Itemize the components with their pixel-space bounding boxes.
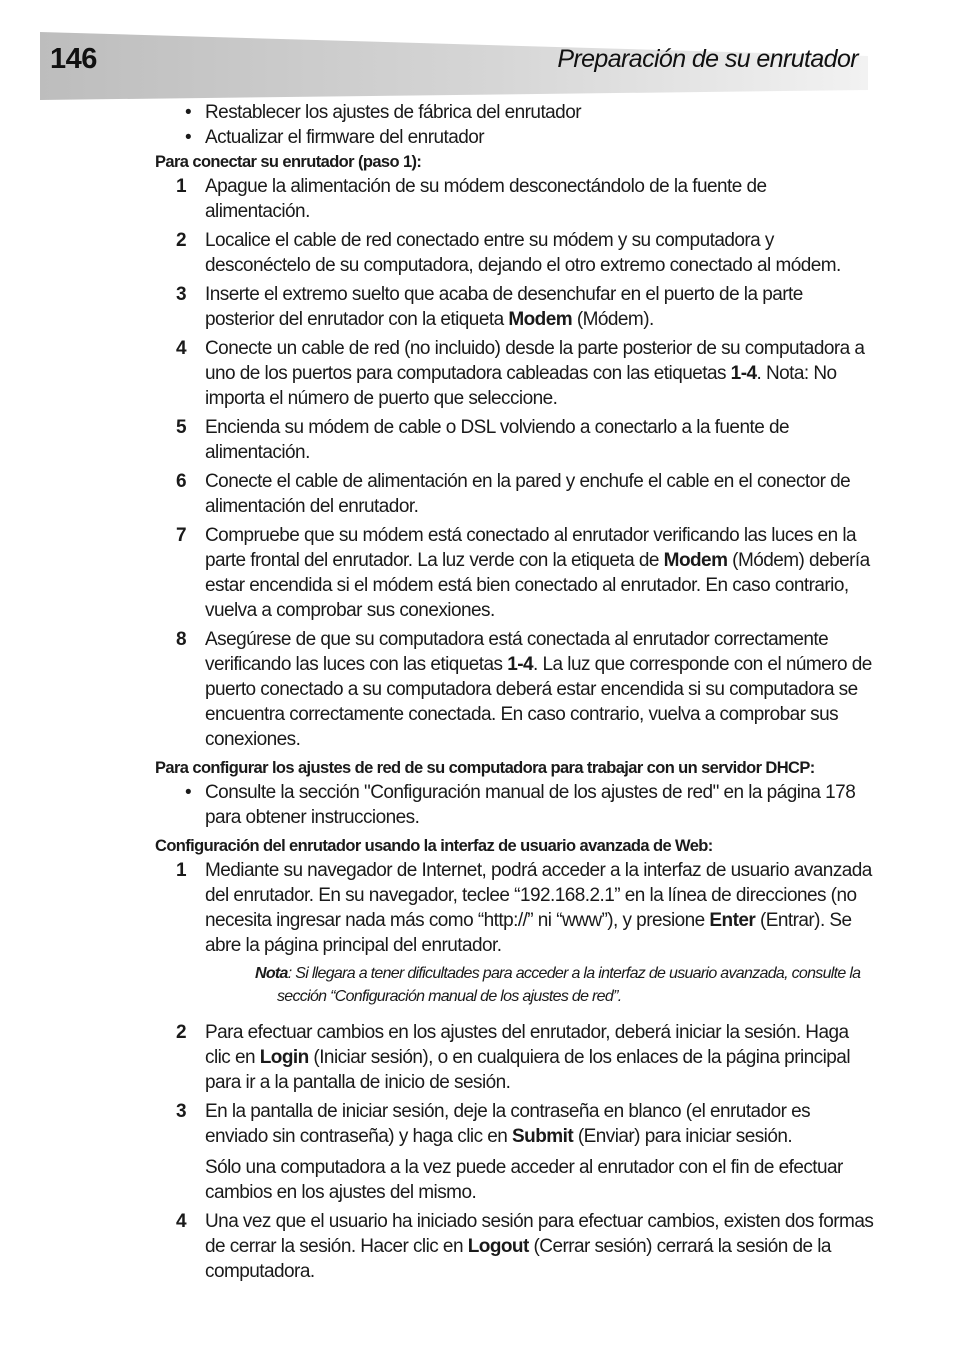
step-4 [155, 336, 875, 411]
section-heading: Configuración del enrutador usando la interfaz de usuario avanzada de Web: [155, 837, 713, 855]
step-text: Localice el cable de red conectado entre su módem y su computadora y desconéctelo de su computadora, dejando el otro extremo conectado al módem. [205, 230, 841, 276]
step-number: 4 [176, 1211, 187, 1232]
step-number: 1 [176, 860, 187, 881]
section-heading: Para configurar los ajustes de red de su computadora para trabajar con un servidor DHCP: [155, 759, 815, 777]
step-6 [155, 469, 875, 519]
step-text: (Módem) debería estar encendida si el módem está bien conectado al enrutador. En caso contrario, vuelva a comprobar sus conexiones. [205, 550, 870, 621]
step-number: 6 [176, 471, 187, 492]
step-text: Compruebe que su módem está conectado al enrutador verificando las luces en la parte frontal del enrutador. La luz verde con la etiqueta de [205, 525, 857, 571]
step-1 [155, 174, 875, 224]
step-number: 7 [176, 525, 187, 546]
step-3 [155, 282, 875, 332]
step-text: En la pantalla de iniciar sesión, deje la contraseña en blanco (el enrutador es enviado sin contraseña) y haga clic en [205, 1101, 811, 1147]
step-1 [155, 858, 875, 958]
list-item-text: Actualizar el firmware del enrutador [205, 127, 485, 148]
step-number: 8 [176, 629, 187, 650]
step-text: Conecte un cable de red (no incluido) desde la parte posterior de su computadora a uno de los puertos para computadora cableadas con las etiquetas [205, 338, 865, 384]
step-label-bold: Logout [467, 1236, 529, 1257]
step-text: . La luz que corresponde con el número de puerto conectado a su computadora deberá estar encendida si su computadora se encuentra correctamente conectada. En caso contrario, vuelva a comprobar sus conexiones. [205, 654, 872, 750]
step-number: 1 [176, 176, 187, 197]
step-number: 3 [176, 284, 187, 305]
step-7 [155, 523, 875, 623]
step-text: (Iniciar sesión), o en cualquiera de los enlaces de la página principal para ir a la pantalla de inicio de sesión. [205, 1047, 850, 1093]
step-2 [155, 228, 875, 278]
step-text: Mediante su navegador de Internet, podrá acceder a la interfaz de usuario avanzada del enrutador. En su navegador, teclee “192.168.2.1” en la línea de direcciones (no necesita ingresar nada más como “http://” ni “www”), y presione [205, 860, 872, 931]
step-text: (Entrar). Se abre la página principal del enrutador. [205, 910, 852, 956]
document-body [155, 100, 875, 1288]
step-text: Apague la alimentación de su módem desconectándolo de la fuente de alimentación. [205, 176, 767, 222]
section-heading: Para conectar su enrutador (paso 1): [155, 153, 422, 171]
step-text: (Módem). [572, 309, 654, 330]
step-text: (Enviar) para iniciar sesión. [573, 1126, 793, 1147]
page-title: Preparación de su enrutador [557, 45, 858, 73]
paragraph: Sólo una computadora a la vez puede acceder al enrutador con el fin de efectuar cambios en los ajustes del mismo. [205, 1157, 843, 1203]
step-number: 2 [176, 230, 187, 251]
step-text: Asegúrese de que su computadora está conectada al enrutador correctamente verificando las luces con las etiquetas [205, 629, 829, 675]
step-label-bold: 1-4 [730, 363, 757, 384]
step-label-bold: Login [259, 1047, 309, 1068]
step-number: 2 [176, 1022, 187, 1043]
list-item-text: Restablecer los ajustes de fábrica del enrutador [205, 102, 581, 123]
list-item: • Consulte la sección "Configuración manual de los ajustes de red" en la página 178 para obtener instrucciones. [185, 782, 856, 828]
step-2 [155, 1020, 875, 1095]
step-text: Conecte el cable de alimentación en la pared y enchufe el cable en el conector de alimentación del enrutador. [205, 471, 851, 517]
step-label-bold: 1-4 [507, 654, 534, 675]
step-label-bold: Modem [663, 550, 728, 571]
list-item: • Restablecer los ajustes de fábrica del enrutador [185, 102, 581, 123]
step-number: 3 [176, 1101, 187, 1122]
step-number: 4 [176, 338, 187, 359]
step-list [155, 174, 875, 752]
step-number: 5 [176, 417, 187, 438]
step-5 [155, 415, 875, 465]
step-8 [155, 627, 875, 752]
list-item: • Actualizar el firmware del enrutador [185, 127, 485, 148]
note [205, 962, 875, 1008]
page-number: 146 [50, 43, 97, 75]
step-text: Encienda su módem de cable o DSL volviendo a conectarlo a la fuente de alimentación. [205, 417, 789, 463]
step-label-bold: Enter [709, 910, 756, 931]
step-text: . Nota: No importa el número de puerto que seleccione. [205, 363, 837, 409]
step-3 [155, 1099, 875, 1149]
step-text: Inserte el extremo suelto que acaba de desenchufar en el puerto de la parte posterior del enrutador con la etiqueta [205, 284, 803, 330]
step-text: (Cerrar sesión) cerrará la sesión de la computadora. [205, 1236, 831, 1282]
step-4 [155, 1209, 875, 1284]
step-text: Una vez que el usuario ha iniciado sesión para efectuar cambios, existen dos formas de cerrar la sesión. Hacer clic en [205, 1211, 874, 1257]
note-text: : Si llegara a tener dificultades para acceder a la interfaz de usuario avanzada, consulte la sección “Configuración manual de los ajustes de red”. [277, 965, 861, 1005]
list-item-text: Consulte la sección "Configuración manual de los ajustes de red" en la página 178 para obtener instrucciones. [205, 782, 856, 828]
note-label: Nota [255, 965, 288, 982]
step-label-bold: Modem [508, 309, 573, 330]
step-label-bold: Submit [512, 1126, 574, 1147]
step-text: Para efectuar cambios en los ajustes del enrutador, deberá iniciar la sesión. Haga clic en [205, 1022, 849, 1068]
